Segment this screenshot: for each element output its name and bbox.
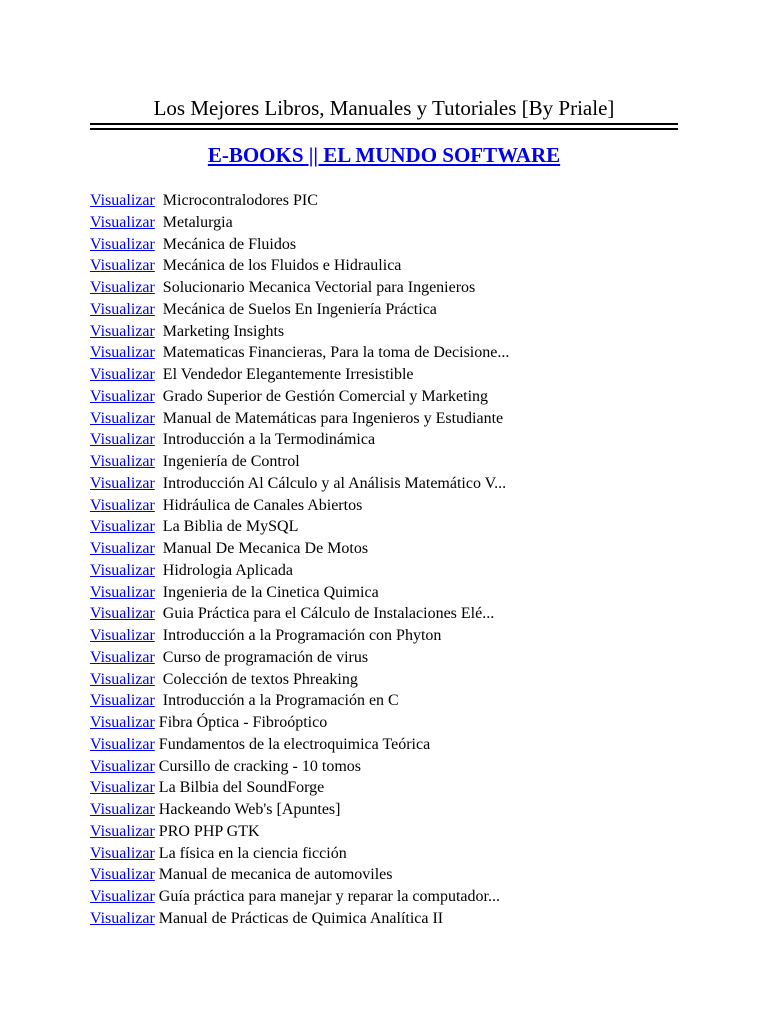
list-item	[90, 212, 730, 234]
visualizar-link[interactable]: Visualizar	[90, 366, 155, 383]
visualizar-link[interactable]: Visualizar	[90, 801, 155, 818]
list-item	[90, 864, 730, 886]
visualizar-link[interactable]: Visualizar	[90, 235, 155, 253]
book-title: Manual De Mecanica De Motos	[162, 540, 369, 557]
book-title: Manual de Matemáticas para Ingenieros y Estudiante	[162, 409, 504, 427]
list-item	[90, 756, 730, 778]
book-title: Guía práctica para manejar y reparar la computador...	[158, 888, 500, 905]
book-title: Manual de Prácticas de Quimica Analítica II	[158, 909, 444, 927]
visualizar-link[interactable]: Visualizar	[90, 300, 155, 318]
list-item	[90, 582, 730, 604]
book-title: Ingeniería de Control	[162, 453, 300, 470]
visualizar-link[interactable]: Visualizar	[90, 822, 155, 840]
book-title: Mecánica de Fluidos	[162, 235, 297, 253]
book-title: Introducción a la Programación en C	[162, 692, 399, 710]
list-item	[90, 277, 730, 299]
list-item	[90, 777, 730, 799]
visualizar-link[interactable]: Visualizar	[90, 670, 155, 688]
list-item	[90, 255, 730, 277]
book-title: Fibra Óptica - Fibroóptico	[158, 714, 328, 731]
list-item	[90, 690, 730, 712]
visualizar-link[interactable]: Visualizar	[90, 518, 155, 536]
visualizar-link[interactable]: Visualizar	[90, 844, 155, 862]
visualizar-link[interactable]: Visualizar	[90, 496, 155, 514]
book-title: La Biblia de MySQL	[162, 518, 299, 536]
list-item	[90, 821, 730, 843]
book-title: Cursillo de cracking - 10 tomos	[158, 757, 361, 775]
book-title: Marketing Insights	[162, 322, 285, 340]
book-title: Ingenieria de la Cinetica Quimica	[162, 583, 379, 601]
list-item	[90, 908, 730, 930]
visualizar-link[interactable]: Visualizar	[90, 714, 155, 731]
book-title: Manual de mecanica de automoviles	[158, 866, 393, 884]
list-item	[90, 603, 730, 625]
list-item	[90, 321, 730, 343]
list-item	[90, 712, 730, 734]
list-item	[90, 190, 730, 212]
book-title: El Vendedor Elegantemente Irresistible	[162, 366, 414, 383]
title-divider-bottom	[90, 128, 678, 130]
page-title: Los Mejores Libros, Manuales y Tutoriales [By Priale]	[153, 96, 615, 120]
visualizar-link[interactable]: Visualizar	[90, 735, 155, 753]
list-item	[90, 886, 730, 908]
list-item	[90, 473, 730, 495]
list-item	[90, 560, 730, 582]
visualizar-link[interactable]: Visualizar	[90, 322, 155, 340]
book-list	[90, 190, 730, 930]
visualizar-link[interactable]: Visualizar	[90, 627, 155, 644]
book-title: La Bilbia del SoundForge	[158, 779, 325, 797]
book-title: Curso de programación de virus	[162, 648, 369, 666]
visualizar-link[interactable]: Visualizar	[90, 561, 155, 579]
book-title: La física en la ciencia ficción	[158, 844, 347, 862]
book-title: Matematicas Financieras, Para la toma de Decisione...	[162, 344, 510, 362]
visualizar-link[interactable]: Visualizar	[90, 431, 155, 449]
list-item	[90, 364, 730, 386]
book-title: PRO PHP GTK	[158, 822, 260, 840]
book-title: Hidráulica de Canales Abiertos	[162, 496, 363, 514]
book-title: Hackeando Web's [Apuntes]	[158, 801, 341, 818]
book-title: Introducción a la Programación con Phyton	[162, 627, 442, 644]
book-title: Hidrologia Aplicada	[162, 561, 293, 579]
visualizar-link[interactable]: Visualizar	[90, 409, 155, 427]
book-title: Mecánica de Suelos En Ingeniería Práctica	[162, 300, 437, 318]
list-item	[90, 799, 730, 821]
book-title: Metalurgia	[162, 213, 233, 231]
visualizar-link[interactable]: Visualizar	[90, 648, 155, 666]
list-item	[90, 625, 730, 647]
book-title: Mecánica de los Fluidos e Hidraulica	[162, 257, 402, 275]
list-item	[90, 386, 730, 408]
book-title: Introducción a la Termodinámica	[162, 431, 376, 449]
visualizar-link[interactable]: Visualizar	[90, 888, 155, 905]
visualizar-link[interactable]: Visualizar	[90, 213, 155, 231]
book-title: Fundamentos de la electroquimica Teórica	[158, 735, 431, 753]
book-title: Grado Superior de Gestión Comercial y Marketing	[162, 387, 489, 405]
section-heading-link[interactable]: E-BOOKS || EL MUNDO SOFTWARE	[207, 143, 561, 167]
visualizar-link[interactable]: Visualizar	[90, 453, 155, 470]
visualizar-link[interactable]: Visualizar	[90, 344, 155, 362]
visualizar-link[interactable]: Visualizar	[90, 387, 155, 405]
list-item	[90, 647, 730, 669]
visualizar-link[interactable]: Visualizar	[90, 605, 155, 623]
visualizar-link[interactable]: Visualizar	[90, 583, 155, 601]
visualizar-link[interactable]: Visualizar	[90, 779, 155, 797]
list-item	[90, 843, 730, 865]
visualizar-link[interactable]: Visualizar	[90, 757, 155, 775]
visualizar-link[interactable]: Visualizar	[90, 279, 155, 296]
visualizar-link[interactable]: Visualizar	[90, 692, 155, 710]
visualizar-link[interactable]: Visualizar	[90, 866, 155, 884]
section-heading	[0, 140, 768, 170]
visualizar-link[interactable]: Visualizar	[90, 909, 155, 927]
list-item	[90, 538, 730, 560]
list-item	[90, 516, 730, 538]
list-item	[90, 299, 730, 321]
list-item	[90, 495, 730, 517]
book-title: Solucionario Mecanica Vectorial para Ingenieros	[162, 279, 476, 296]
book-title: Colección de textos Phreaking	[162, 670, 358, 688]
book-title: Microcontralodores PIC	[162, 192, 318, 209]
title-divider-top	[90, 123, 678, 125]
list-item	[90, 342, 730, 364]
list-item	[90, 669, 730, 691]
visualizar-link[interactable]: Visualizar	[90, 474, 155, 492]
list-item	[90, 234, 730, 256]
list-item	[90, 734, 730, 756]
visualizar-link[interactable]: Visualizar	[90, 540, 155, 557]
list-item	[90, 429, 730, 451]
book-title: Guia Práctica para el Cálculo de Instalaciones Elé...	[162, 605, 495, 623]
list-item	[90, 408, 730, 430]
visualizar-link[interactable]: Visualizar	[90, 257, 155, 275]
book-title: Introducción Al Cálculo y al Análisis Matemático V...	[162, 474, 507, 492]
visualizar-link[interactable]: Visualizar	[90, 192, 155, 209]
list-item	[90, 451, 730, 473]
